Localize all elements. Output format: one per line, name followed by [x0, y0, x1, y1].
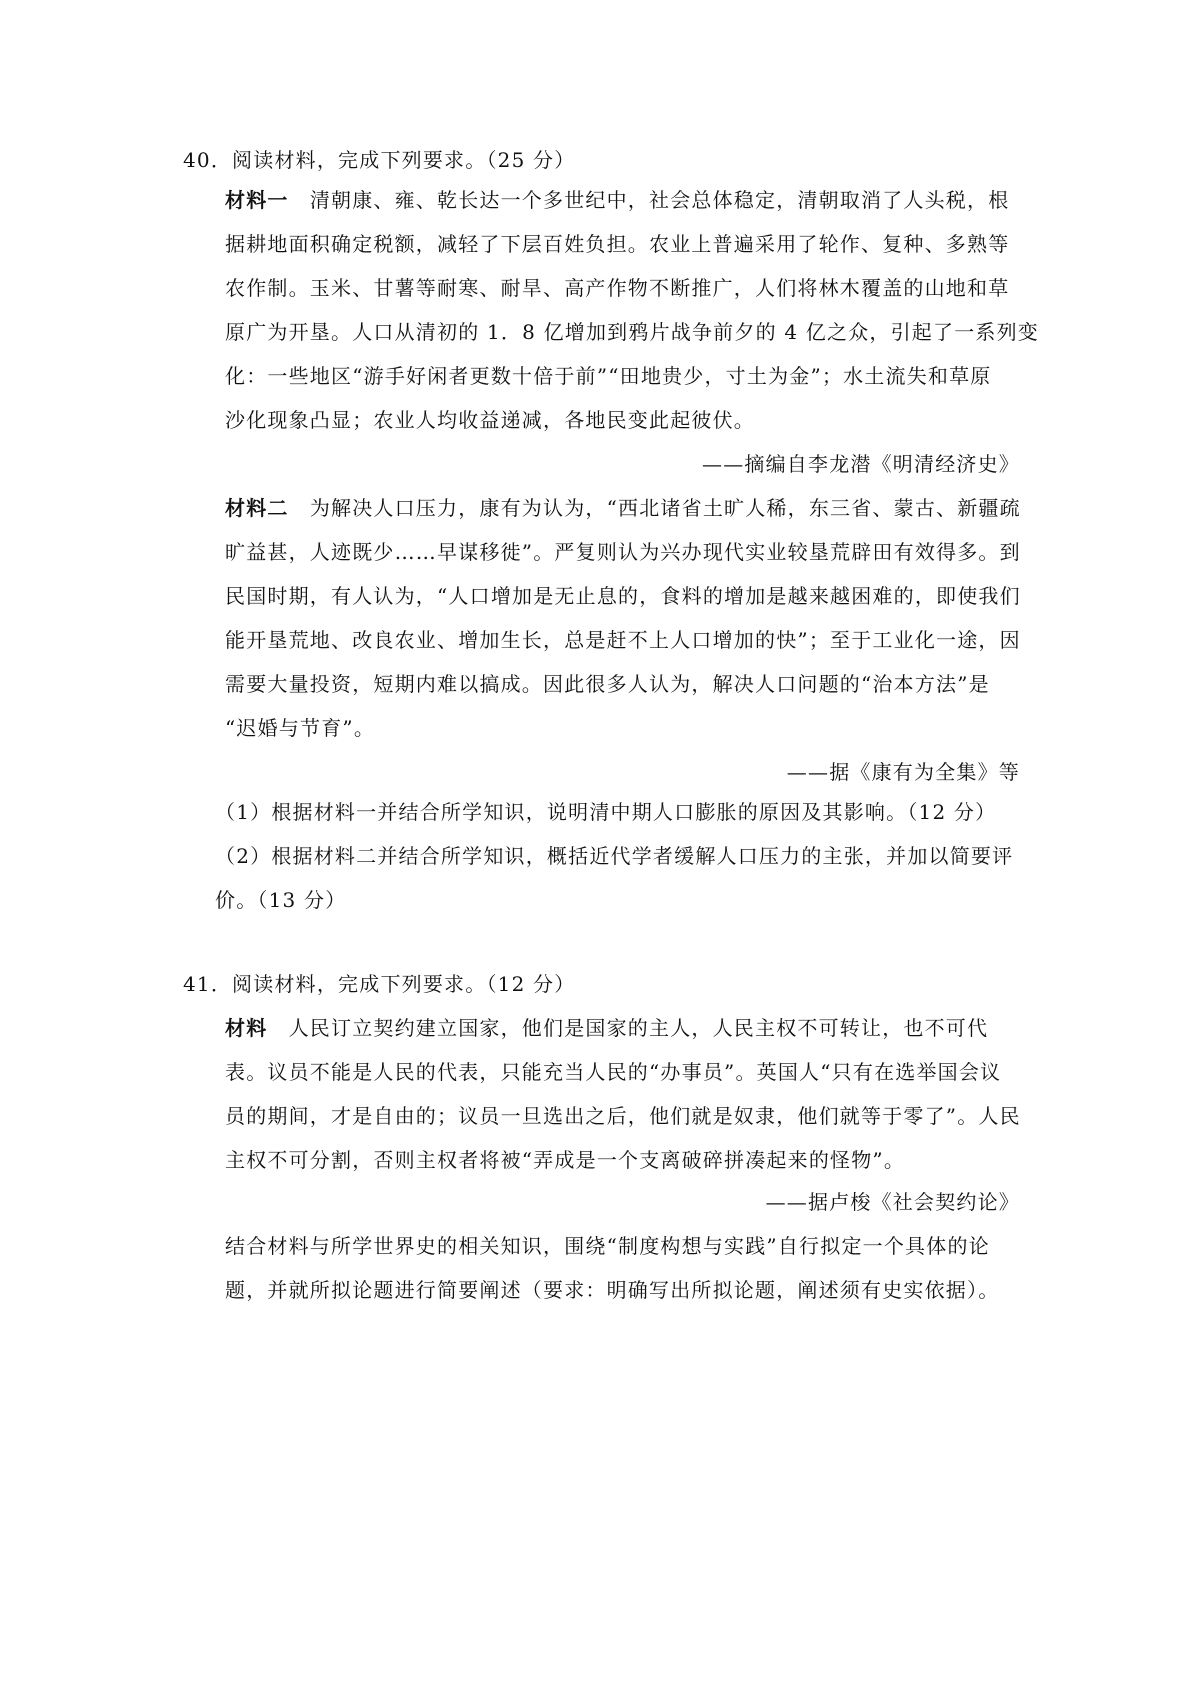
- material-1-text: 清朝康、雍、乾长达一个多世纪中，社会总体稳定，清朝取消了人头税，根: [309, 188, 1010, 212]
- material-1-line: 据耕地面积确定税额，减轻了下层百姓负担。农业上普遍采用了轮作、复种、多熟等: [225, 232, 1010, 256]
- sub-question-2: （2）根据材料二并结合所学知识，概括近代学者缓解人口压力的主张，并加以简要评: [215, 844, 1014, 868]
- material-1-line: 农作制。玉米、甘薯等耐寒、耐旱、高产作物不断推广，人们将林木覆盖的山地和草: [225, 276, 1010, 300]
- material-line: 主权不可分割，否则主权者将被“弄成是一个支离破碎拼凑起来的怪物”。: [225, 1148, 906, 1172]
- material-2-line: 需要大量投资，短期内难以搞成。因此很多人认为，解决人口问题的“治本方法”是: [225, 672, 990, 696]
- sub-question-2-cont: 价。（13 分）: [215, 888, 347, 912]
- material-line: 表。议员不能是人民的代表，只能充当人民的“办事员”。英国人“只有在选举国会议: [225, 1060, 1002, 1084]
- question-40-heading: 40．阅读材料，完成下列要求。（25 分）: [183, 148, 576, 172]
- material-line: 员的期间，才是自由的；议员一旦选出之后，他们就是奴隶，他们就等于零了”。人民: [225, 1104, 1021, 1128]
- question-41-heading: 41．阅读材料，完成下列要求。（12 分）: [183, 972, 576, 996]
- material-2-line: 民国时期，有人认为，“人口增加是无止息的，食料的增加是越来越困难的，即使我们: [225, 584, 1021, 608]
- material-1-line: [225, 185, 1009, 215]
- material-1-source: ——摘编自李龙潜《明清经济史》: [702, 452, 1020, 476]
- material-2-line: [225, 493, 1021, 523]
- task-line: 题，并就所拟论题进行简要阐述（要求：明确写出所拟论题，阐述须有史实依据）。: [225, 1278, 1000, 1302]
- material-2-source: ——据《康有为全集》等: [786, 760, 1020, 784]
- task-line: 结合材料与所学世界史的相关知识，围绕“制度构想与实践”自行拟定一个具体的论: [225, 1234, 990, 1258]
- material-2-line: 旷益甚，人迹既少……早谋移徙”。严复则认为兴办现代实业较垦荒辟田有效得多。到: [225, 540, 1021, 564]
- material-2-label: 材料二: [225, 496, 289, 520]
- material-2-line: 能开垦荒地、改良农业、增加生长，总是赶不上人口增加的快”；至于工业化一途，因: [225, 628, 1021, 652]
- sub-question-1: （1）根据材料一并结合所学知识，说明清中期人口膨胀的原因及其影响。（12 分）: [215, 800, 997, 824]
- material-2-line: “迟婚与节育”。: [225, 716, 376, 740]
- material-1-line: 化：一些地区“游手好闲者更数十倍于前”“田地贵少，寸土为金”；水土流失和草原: [225, 364, 992, 388]
- material-1-line: 沙化现象凸显；农业人均收益递减，各地民变此起彼伏。: [225, 408, 755, 432]
- material-1-label: 材料一: [225, 188, 289, 212]
- material-line: [225, 1013, 988, 1043]
- material-1-line: 原广为开垦。人口从清初的 1．8 亿增加到鸦片战争前夕的 4 亿之众，引起了一系列变: [225, 320, 1040, 344]
- material-source: ——据卢梭《社会契约论》: [765, 1190, 1020, 1214]
- material-label: 材料: [225, 1016, 268, 1040]
- material-2-text: 为解决人口压力，康有为认为，“西北诸省土旷人稀，东三省、蒙古、新疆疏: [309, 496, 1021, 520]
- material-text: 人民订立契约建立国家，他们是国家的主人，人民主权不可转让，也不可代: [288, 1016, 989, 1040]
